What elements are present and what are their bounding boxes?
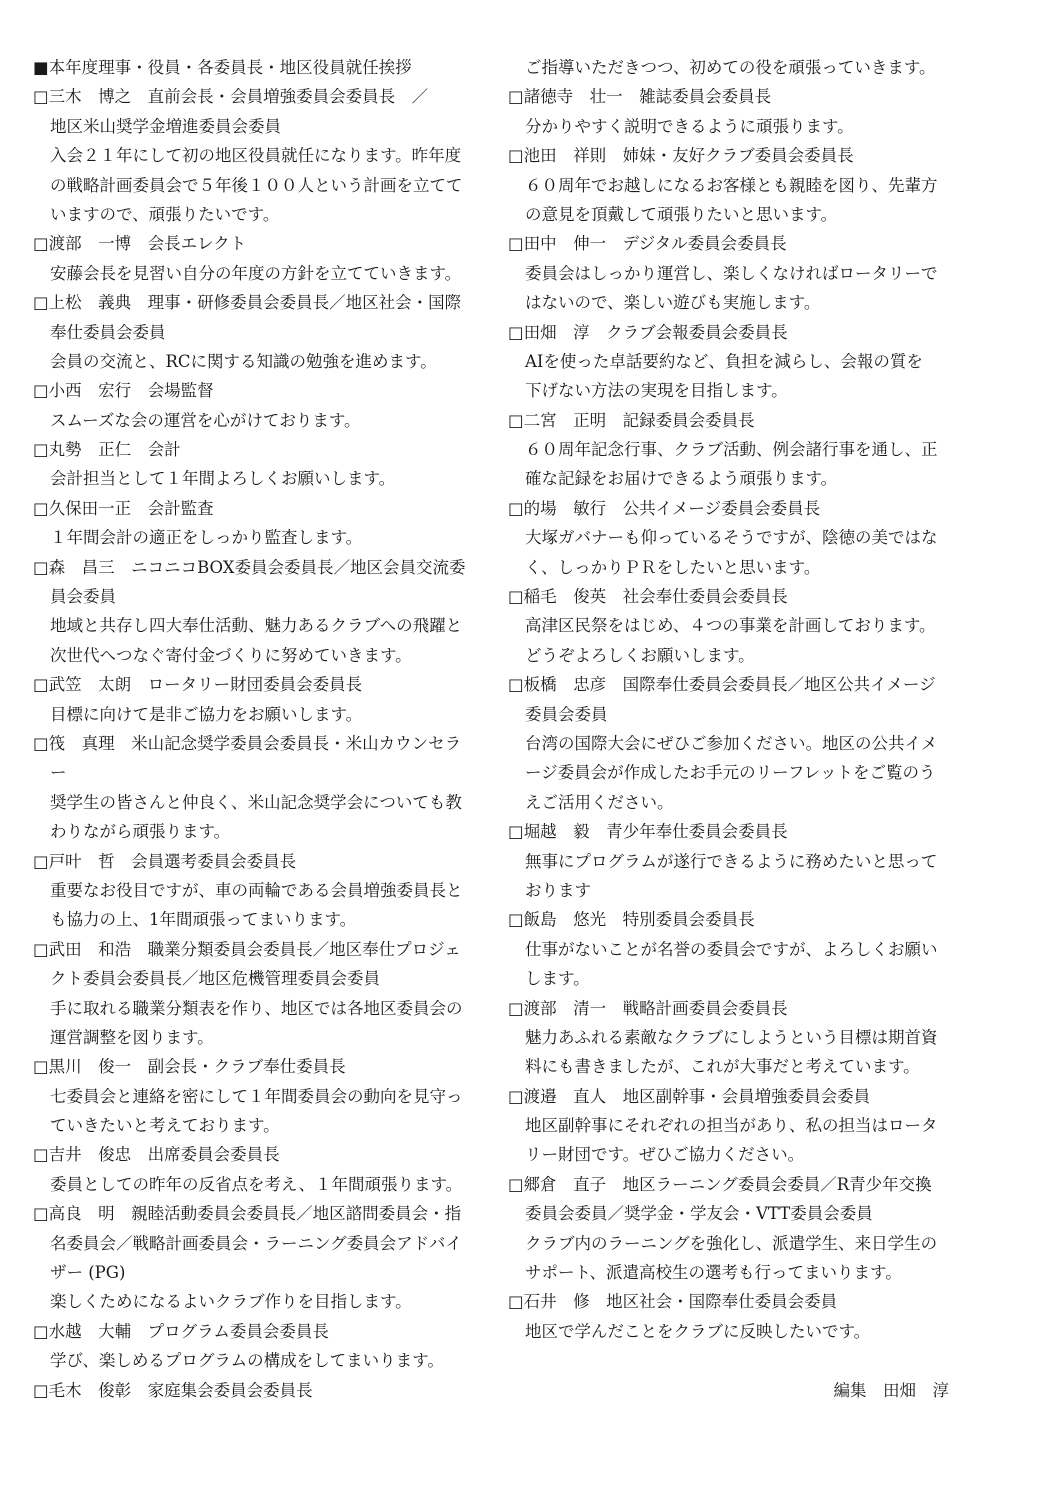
right-column [508, 53, 958, 1346]
body-text-line: クト委員会委員長／地区危機管理委員会委員 [50, 969, 380, 989]
body-text-line: 奉仕委員会委員 [50, 322, 166, 342]
body-text-line: どうぞよろしくお願いします。 [525, 645, 755, 665]
heading-line: □久保田一正 会計監査 [33, 498, 214, 518]
heading-line: □筏 真理 米山記念奨学委員会委員長・米山カウンセラ [33, 733, 462, 753]
body-text-line: 料にも書きましたが、これが大事だと考えています。 [525, 1057, 920, 1077]
body-text-line: クラブ内のラーニングを強化し、派遣学生、来日学生の [525, 1233, 938, 1253]
body-text-line: も協力の上、1年間頑張ってまいります。 [50, 910, 357, 930]
left-column [33, 53, 483, 1405]
heading-line: □的場 敏行 公共イメージ委員会委員長 [508, 498, 821, 518]
body-text-line: 会計担当として１年間よろしくお願いします。 [50, 469, 396, 489]
body-text-line: 魅力あふれる素敵なクラブにしようという目標は期首資 [525, 1027, 938, 1047]
heading-line: □田中 伸一 デジタル委員会委員長 [508, 234, 787, 254]
body-text-line: 地区で学んだことをクラブに反映したいです。 [525, 1321, 871, 1341]
body-text-line: 無事にプログラムが遂行できるように務めたいと思って [525, 851, 938, 871]
heading-line: □石井 修 地区社会・国際奉仕委員会委員 [508, 1292, 838, 1312]
body-text-line: １年間会計の適正をしっかり監査します。 [50, 528, 363, 548]
heading-line: ■本年度理事・役員・各委員長・地区役員就任挨拶 [33, 58, 412, 77]
heading-line: □毛木 俊彰 家庭集会委員会委員長 [33, 1380, 313, 1400]
editor-credit: 編集 田畑 淳 [833, 1381, 949, 1400]
body-text-line: 入会２１年にして初の地区役員就任になります。昨年度 [50, 146, 462, 166]
heading-line: □池田 祥則 姉妹・友好クラブ委員会委員長 [508, 146, 854, 166]
body-text-line: 手に取れる職業分類表を作り、地区では各地区委員会の [50, 998, 463, 1018]
body-text-line: ご指導いただきつつ、初めての役を頑張っていきます。 [525, 58, 936, 77]
body-text-line: 委員会委員 [525, 704, 608, 724]
body-text-line: はないので、楽しい遊びも実施します。 [525, 293, 821, 313]
heading-line: □武田 和浩 職業分類委員会委員長／地区奉仕プロジェ [33, 939, 461, 959]
body-text-line: ６０周年記念行事、クラブ活動、例会諸行事を通し、正 [525, 440, 938, 460]
heading-line: □武笠 太朗 ロータリー財団委員会委員長 [33, 675, 363, 695]
body-text-line: 地区米山奨学金増進委員会委員 [50, 116, 281, 136]
body-text-line: 委員会委員／奨学金・学友会・VTT委員会委員 [525, 1204, 873, 1224]
heading-line: □丸勢 正仁 会計 [33, 440, 181, 460]
body-text-line: 委員会はしっかり運営し、楽しくなければロータリーで [525, 263, 938, 283]
body-text-line: スムーズな会の運営を心がけております。 [50, 410, 361, 430]
body-text-line: 委員としての昨年の反省点を考え、１年間頑張ります。 [50, 1174, 463, 1194]
body-text-line: 名委員会／戦略計画委員会・ラーニング委員会アドバイ [50, 1233, 462, 1253]
body-text-line: ザー (PG) [50, 1263, 126, 1283]
body-text-line: 学び、楽しめるプログラムの構成をしてまいります。 [50, 1351, 444, 1371]
heading-line: □上松 義典 理事・研修委員会委員長／地区社会・国際 [33, 293, 462, 313]
heading-line: □戸叶 哲 会員選考委員会委員長 [33, 851, 297, 871]
heading-line: □二宮 正明 記録委員会委員長 [508, 410, 755, 430]
body-text-line: AIを使った卓話要約など、負担を減らし、会報の質を [525, 351, 923, 371]
body-text-line: ６０周年でお越しになるお客様とも親睦を図り、先輩方 [525, 175, 938, 195]
body-text-line: く、しっかりＰＲをしたいと思います。 [525, 557, 821, 577]
body-text-line: いますので、頑張りたいです。 [50, 204, 280, 224]
heading-line: □高良 明 親睦活動委員会委員長／地区諮問委員会・指 [33, 1204, 462, 1224]
body-text-line: 楽しくためになるよいクラブ作りを目指します。 [50, 1292, 412, 1312]
body-text-line: ージ委員会が作成したお手元のリーフレットをご覧のう [525, 763, 936, 783]
body-text-line: 七委員会と連絡を密にして１年間委員会の動向を見守っ [50, 1086, 463, 1106]
body-text-line: の意見を頂戴して頑張りたいと思います。 [525, 204, 838, 224]
body-text-line: 下げない方法の実現を目指します。 [525, 381, 788, 401]
body-text-line: 安藤会長を見習い自分の年度の方針を立てていきます。 [50, 263, 462, 283]
heading-line: □渡部 一博 会長エレクト [33, 234, 247, 254]
heading-line: □諸徳寺 壮一 雑誌委員会委員長 [508, 87, 772, 107]
heading-line: □板橋 忠彦 国際奉仕委員会委員長／地区公共イメージ [508, 675, 936, 695]
body-text-line: します。 [525, 969, 590, 989]
body-text-line: 地区副幹事にそれぞれの担当があり、私の担当はロータ [525, 1116, 938, 1136]
body-text-line: リー財団です。ぜひご協力ください。 [525, 1145, 805, 1165]
body-text-line: えご活用ください。 [525, 792, 674, 812]
body-text-line: 仕事がないことが名誉の委員会ですが、よろしくお願い [525, 939, 938, 959]
body-text-line: 会員の交流と、RCに関する知識の勉強を進めます。 [50, 351, 437, 371]
heading-line: □黒川 俊一 副会長・クラブ奉仕委員長 [33, 1057, 346, 1077]
body-text-line: の戦略計画委員会で５年後１００人という計画を立てて [50, 175, 463, 195]
heading-line: □田畑 淳 クラブ会報委員会委員長 [508, 322, 788, 342]
body-text-line: おります [525, 880, 591, 900]
heading-line: □吉井 俊忠 出席委員会委員長 [33, 1145, 280, 1165]
body-text-line: 高津区民祭をはじめ、４つの事業を計画しております。 [525, 616, 936, 636]
body-text-line: わりながら頑張ります。 [50, 822, 231, 842]
body-text-line: サポート、派遣高校生の選考も行ってまいります。 [525, 1263, 902, 1283]
heading-line: □渡邉 直人 地区副幹事・会員増強委員会委員 [508, 1086, 871, 1106]
body-text-line: 地域と共存し四大奉仕活動、魅力あるクラブへの飛躍と [50, 616, 463, 636]
body-text-line: 員会委員 [50, 587, 116, 607]
body-text-line: 大塚ガバナーも仰っているそうですが、陰徳の美ではな [525, 528, 938, 548]
heading-line: □小西 宏行 会場監督 [33, 381, 214, 401]
heading-line: □郷倉 直子 地区ラーニング委員会委員／R青少年交換 [508, 1174, 932, 1194]
body-text-line: 分かりやすく説明できるように頑張ります。 [525, 116, 854, 136]
heading-line: □渡部 清一 戦略計画委員会委員長 [508, 998, 788, 1018]
body-text-line: 台湾の国際大会にぜひご参加ください。地区の公共イメ [525, 733, 938, 753]
heading-line: □三木 博之 直前会長・会員増強委員会委員長 ／ [33, 87, 429, 107]
heading-line: □稲毛 俊英 社会奉仕委員会委員長 [508, 587, 788, 607]
body-text-line: 重要なお役目ですが、車の両輪である会員増強委員長と [50, 880, 463, 900]
body-text-line: ていきたいと考えております。 [50, 1116, 280, 1136]
body-text-line: 目標に向けて是非ご協力をお願いします。 [50, 704, 363, 724]
body-text-line: ー [50, 763, 67, 783]
body-text-line: 次世代へつなぐ寄付金づくりに努めていきます。 [50, 645, 412, 665]
body-text-line: 奨学生の皆さんと仲良く、米山記念奨学会についても教 [50, 792, 462, 812]
heading-line: □水越 大輔 プログラム委員会委員長 [33, 1321, 329, 1341]
heading-line: □森 昌三 ニコニコBOX委員会委員長／地区会員交流委 [33, 557, 466, 577]
body-text-line: 確な記録をお届けできるよう頑張ります。 [525, 469, 838, 489]
body-text-line: 運営調整を図ります。 [50, 1027, 214, 1047]
heading-line: □堀越 毅 青少年奉仕委員会委員長 [508, 822, 788, 842]
heading-line: □飯島 悠光 特別委員会委員長 [508, 910, 755, 930]
